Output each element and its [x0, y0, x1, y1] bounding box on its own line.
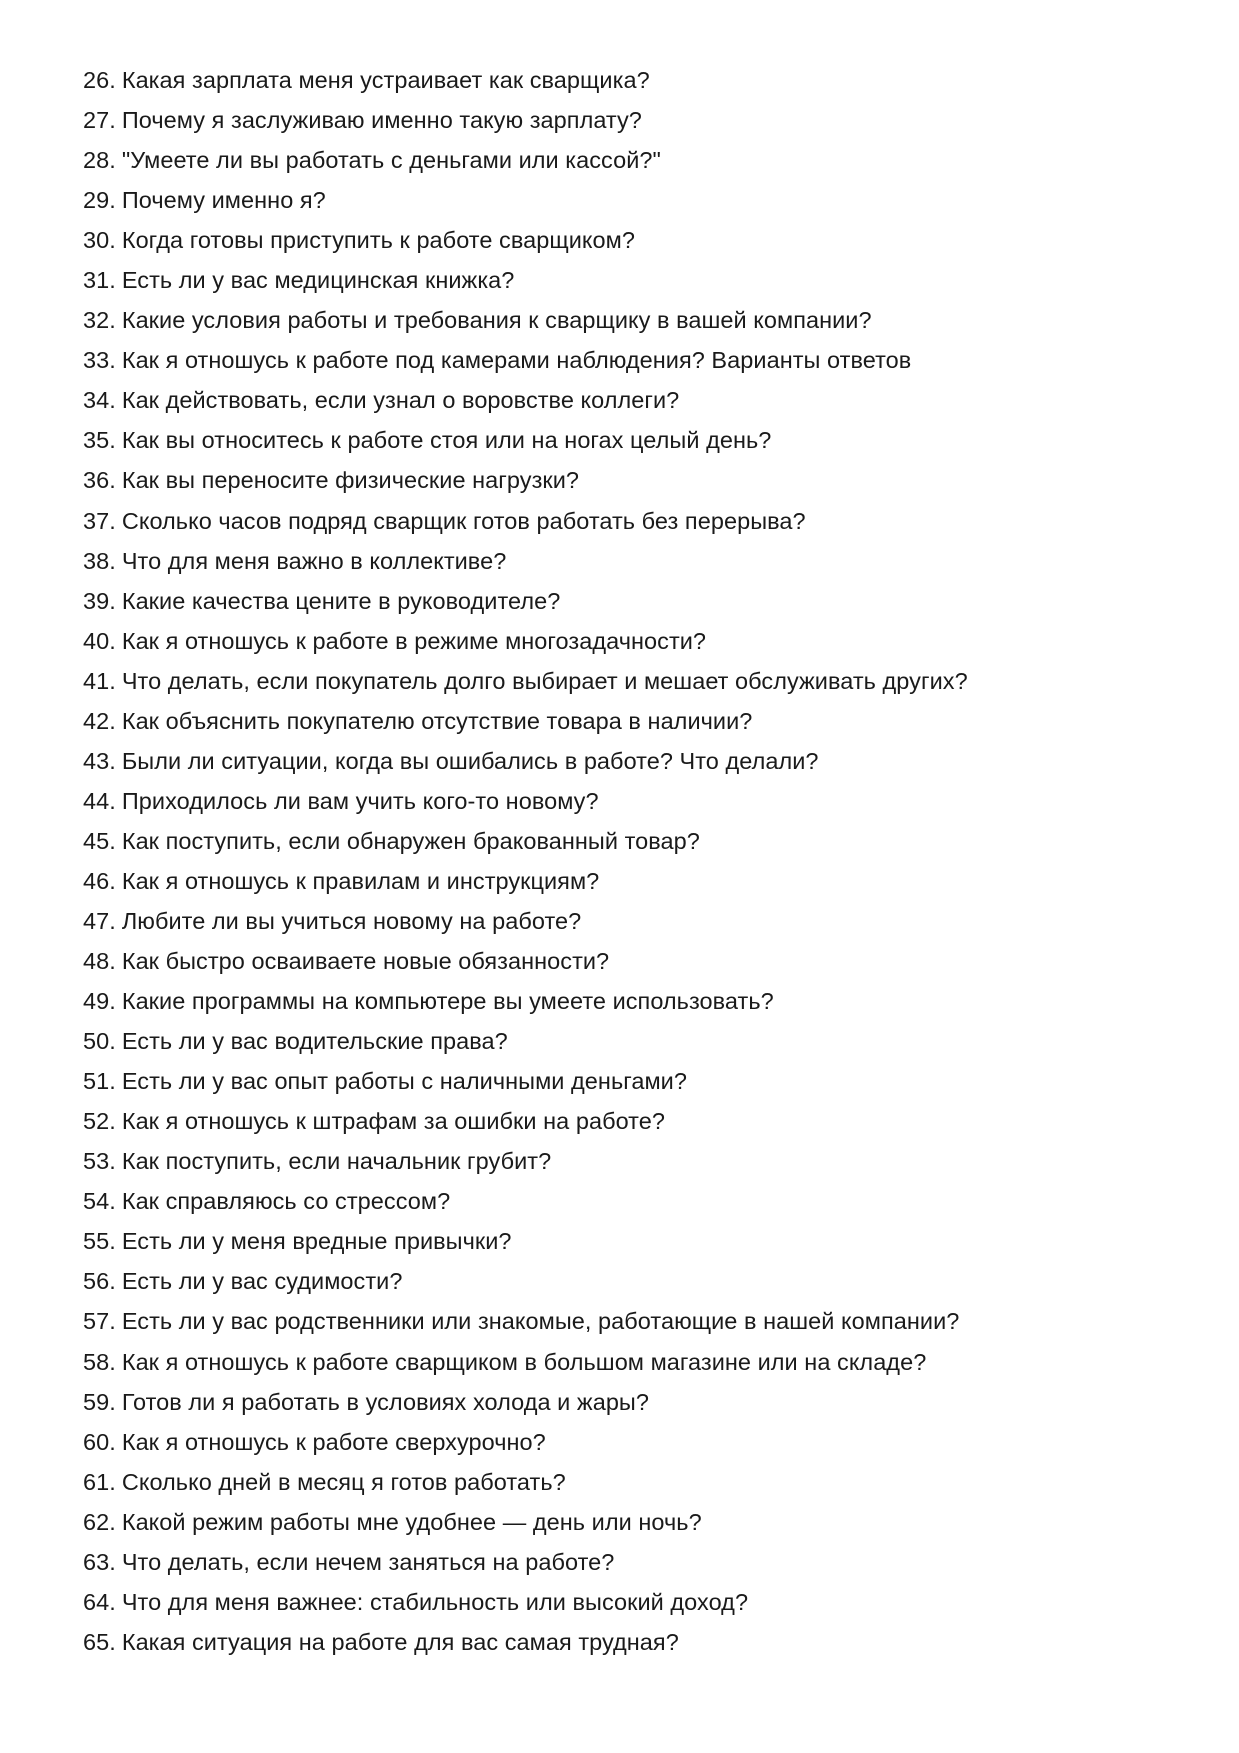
list-item [83, 1261, 1183, 1301]
list-item [83, 220, 1183, 260]
item-text: Что делать, если нечем заняться на работе? [121, 1548, 615, 1575]
list-item [83, 420, 1183, 460]
list-item [83, 380, 1183, 420]
list-item [83, 1021, 1183, 1061]
item-number: 26. [83, 67, 116, 93]
item-number: 62. [83, 1508, 116, 1535]
item-number: 61. [83, 1468, 116, 1495]
item-number: 56. [83, 1268, 116, 1295]
list-item [83, 1061, 1183, 1101]
list-item [83, 821, 1183, 861]
list-item [83, 661, 1183, 701]
item-text: Почему именно я? [121, 187, 326, 214]
item-number: 28. [83, 147, 116, 174]
item-number: 33. [83, 347, 116, 374]
item-text: Любите ли вы учиться новому на работе? [121, 907, 582, 934]
item-text: Как быстро осваиваете новые обязанности? [121, 948, 610, 975]
item-text: Как я отношусь к работе сварщиком в большом магазине или на складе? [121, 1348, 927, 1375]
list-item [83, 541, 1183, 581]
item-number: 29. [83, 187, 116, 214]
list-item [83, 60, 1183, 100]
item-text: Как поступить, если обнаружен бракованный товар? [121, 827, 700, 854]
list-item [83, 1622, 1183, 1662]
list-item [83, 1101, 1183, 1141]
list-item [83, 501, 1183, 541]
item-number: 51. [83, 1068, 116, 1095]
list-item [83, 1382, 1183, 1422]
item-number: 44. [83, 787, 116, 814]
item-text: Были ли ситуации, когда вы ошибались в работе? Что делали? [121, 747, 819, 774]
item-number: 64. [83, 1588, 116, 1615]
list-item [83, 260, 1183, 300]
item-text: Когда готовы приступить к работе сварщиком? [121, 227, 635, 254]
item-text: Как поступить, если начальник грубит? [121, 1148, 552, 1175]
list-item [83, 340, 1183, 380]
item-number: 50. [83, 1028, 116, 1055]
item-text: Что для меня важно в коллективе? [121, 547, 507, 574]
list-item [83, 100, 1183, 140]
list-item [83, 1542, 1183, 1582]
list-item [83, 1141, 1183, 1181]
list-item [83, 861, 1183, 901]
item-text: Какие программы на компьютере вы умеете использовать? [121, 988, 774, 1015]
item-number: 39. [83, 587, 116, 614]
item-number: 60. [83, 1428, 116, 1455]
list-item [83, 460, 1183, 500]
item-number: 52. [83, 1108, 116, 1135]
item-number: 48. [83, 948, 116, 975]
item-text: "Умеете ли вы работать с деньгами или кассой?" [121, 147, 661, 174]
item-number: 57. [83, 1308, 116, 1335]
list-item [83, 1181, 1183, 1221]
item-number: 59. [83, 1388, 116, 1415]
item-number: 55. [83, 1228, 116, 1255]
item-number: 63. [83, 1548, 116, 1575]
item-text: Как я отношусь к штрафам за ошибки на работе? [121, 1108, 665, 1135]
item-text: Как объяснить покупателю отсутствие товара в наличии? [121, 707, 753, 734]
item-text: Как действовать, если узнал о воровстве коллеги? [121, 387, 680, 414]
item-number: 47. [83, 907, 116, 934]
list-item [83, 981, 1183, 1021]
item-number: 35. [83, 427, 116, 454]
item-text: Какая зарплата меня устраивает как сварщика? [121, 67, 650, 93]
item-text: Есть ли у вас медицинская книжка? [121, 267, 515, 294]
item-text: Как справляюсь со стрессом? [121, 1188, 451, 1215]
list-item [83, 1301, 1183, 1341]
item-number: 65. [83, 1628, 116, 1655]
item-number: 58. [83, 1348, 116, 1375]
item-text: Есть ли у вас судимости? [121, 1268, 403, 1295]
item-text: Что делать, если покупатель долго выбирает и мешает обслуживать других? [121, 667, 968, 694]
list-item [83, 1422, 1183, 1462]
item-number: 54. [83, 1188, 116, 1215]
list-item [83, 581, 1183, 621]
item-text: Сколько дней в месяц я готов работать? [121, 1468, 566, 1495]
item-text: Почему я заслуживаю именно такую зарплату? [121, 107, 642, 134]
list-item [83, 140, 1183, 180]
list-item [83, 1502, 1183, 1542]
item-number: 53. [83, 1148, 116, 1175]
list-item [83, 1462, 1183, 1502]
item-text: Сколько часов подряд сварщик готов работать без перерыва? [121, 507, 806, 534]
item-text: Как вы относитесь к работе стоя или на ногах целый день? [121, 427, 772, 454]
item-text: Как я отношусь к работе сверхурочно? [121, 1428, 546, 1455]
item-text: Как я отношусь к работе в режиме многозадачности? [121, 627, 707, 654]
list-item [83, 1582, 1183, 1622]
item-text: Готов ли я работать в условиях холода и жары? [121, 1388, 649, 1415]
item-number: 49. [83, 988, 116, 1015]
item-text: Какие условия работы и требования к сварщику в вашей компании? [121, 307, 872, 334]
list-item [83, 781, 1183, 821]
item-number: 38. [83, 547, 116, 574]
item-number: 42. [83, 707, 116, 734]
item-number: 27. [83, 107, 116, 134]
list-item [83, 1221, 1183, 1261]
item-number: 43. [83, 747, 116, 774]
list-item [83, 701, 1183, 741]
item-number: 46. [83, 867, 116, 894]
list-item [83, 621, 1183, 661]
item-number: 40. [83, 627, 116, 654]
item-text: Какая ситуация на работе для вас самая трудная? [121, 1628, 679, 1655]
item-text: Есть ли у вас водительские права? [121, 1028, 508, 1055]
item-text: Как я отношусь к работе под камерами наблюдения? Варианты ответов [121, 347, 912, 374]
item-number: 37. [83, 507, 116, 534]
item-number: 45. [83, 827, 116, 854]
item-number: 30. [83, 227, 116, 254]
item-number: 31. [83, 267, 116, 294]
item-text: Как я отношусь к правилам и инструкциям? [121, 867, 600, 894]
item-text: Какой режим работы мне удобнее — день или ночь? [121, 1508, 702, 1535]
question-list [83, 60, 1183, 1662]
item-text: Есть ли у вас родственники или знакомые, работающие в нашей компании? [121, 1308, 960, 1335]
item-number: 32. [83, 307, 116, 334]
list-item [83, 300, 1183, 340]
list-item [83, 941, 1183, 981]
list-item [83, 1342, 1183, 1382]
item-number: 41. [83, 667, 116, 694]
item-text: Есть ли у меня вредные привычки? [121, 1228, 512, 1255]
item-number: 34. [83, 387, 116, 414]
list-item [83, 741, 1183, 781]
item-number: 36. [83, 467, 116, 494]
item-text: Приходилось ли вам учить кого-то новому? [121, 787, 599, 814]
list-item [83, 180, 1183, 220]
item-text: Как вы переносите физические нагрузки? [121, 467, 580, 494]
item-text: Что для меня важнее: стабильность или высокий доход? [121, 1588, 749, 1615]
item-text: Есть ли у вас опыт работы с наличными деньгами? [121, 1068, 687, 1095]
item-text: Какие качества цените в руководителе? [121, 587, 561, 614]
list-item [83, 901, 1183, 941]
